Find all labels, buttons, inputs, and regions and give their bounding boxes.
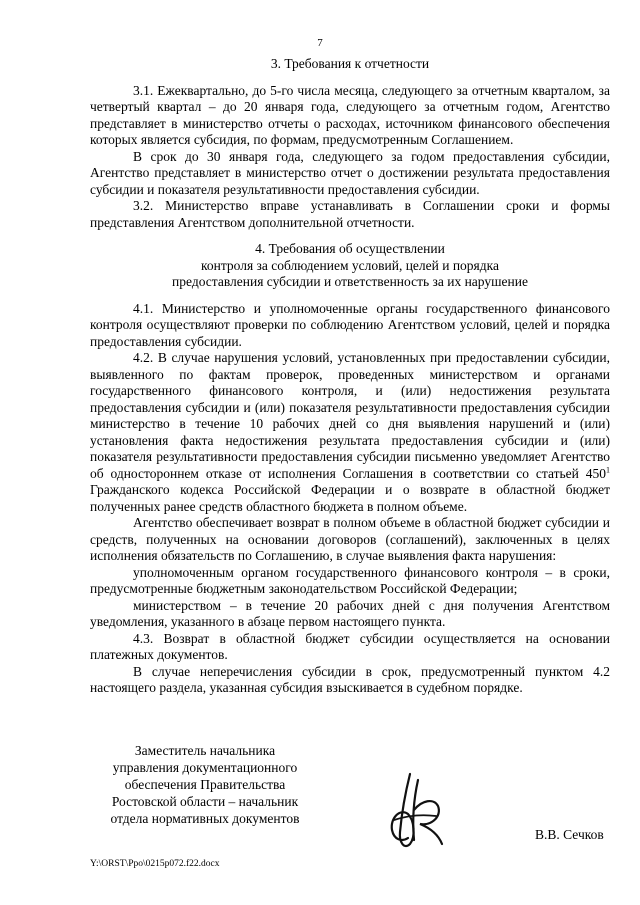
paragraph-3-1-report: В срок до 30 января года, следующего за годом предоставления субсидии, Агентство представляет в министерство отчет о достижении результата предоставления субсидии и показателя результативности предоставления субсидии. <box>90 148 610 197</box>
signatory-line-4: Ростовской области – начальник <box>111 794 299 809</box>
page-number: 7 <box>317 37 323 49</box>
signatory-name: В.В. Сечков <box>535 827 604 842</box>
paragraph-4-2 <box>90 350 610 515</box>
paragraph-3-1: 3.1. Ежеквартально, до 5-го числа месяца, следующего за отчетным кварталом, за четвертый квартал – до 20 января года, следующего за отчетным годом, Агентство представляет в министерство отчеты о расходах, источником финансового обеспечения которых является субсидия, по формам, предусмотренным Соглашением. <box>90 82 610 147</box>
paragraph-4-2-text: 4.2. В случае нарушения условий, установленных при предоставлении субсидии, выявленного по фактам проверок, проведенных министерством и органами государственного финансового контроля, и (или) недостижения результата предоставления субсидии и (или) показателя результативности предоставления субсидии министерство в течение 10 рабочих дней со дня выявления нарушений и (или) установления факта недостижения результата предоставления субсидии и (или) показателя результативности предоставления субсидии письменно уведомляет Агентство об одностороннем отказе от исполнения Соглашения в соответствии со статьей 450 <box>90 350 610 481</box>
file-path: Y:\ORST\Ppo\0215p072.f22.docx <box>90 859 220 869</box>
signatory-position <box>90 742 320 827</box>
section-3-title: 3. Требования к отчетности <box>270 56 430 71</box>
paragraph-4-2-return: Агентство обеспечивает возврат в полном объеме в областной бюджет субсидии и средств, полученных на основании договоров (соглашений), заключенных в целях исполнения обязательств по Соглашению, в случае выявления факта нарушения: <box>90 515 610 563</box>
signatory-line-1: Заместитель начальника <box>134 743 276 758</box>
section-4-title-line-2: контроля за соблюдением условий, целей и порядка <box>201 257 499 273</box>
paragraph-4-3: 4.3. Возврат в областной бюджет субсидии осуществляется на основании платежных документов. <box>90 630 610 662</box>
paragraph-4-2-control-body: уполномоченным органом государственного финансового контроля – в сроки, предусмотренные бюджетным законодательством Российской Федерации; <box>90 564 610 596</box>
signatory-line-5: отдела нормативных документов <box>110 811 300 826</box>
section-4-title-line-3: предоставления субсидии и ответственность за их нарушение <box>172 274 528 289</box>
section-4-title-line-1: 4. Требования об осуществлении <box>255 241 445 256</box>
paragraph-4-3-court: В случае неперечисления субсидии в срок, предусмотренный пунктом 4.2 настоящего раздела, указанная субсидия взыскивается в судебном порядке. <box>90 663 610 695</box>
paragraph-4-1: 4.1. Министерство и уполномоченные органы государственного финансового контроля осуществляют проверки по соблюдению Агентством условий, целей и порядка предоставления субсидии. <box>90 300 610 349</box>
document-body <box>90 56 610 697</box>
signatory-line-2: управления документационного <box>112 760 298 775</box>
signatory-line-3: обеспечения Правительства <box>124 777 286 792</box>
paragraph-3-2: 3.2. Министерство вправе устанавливать в Соглашении сроки и формы представления Агентством дополнительной отчетности. <box>90 198 610 230</box>
article-superscript: 1 <box>606 465 610 474</box>
paragraph-4-2-text-end: Гражданского кодекса Российской Федерации и о возврате в областной бюджет полученных ранее средств областного бюджета в полном объеме. <box>90 482 610 514</box>
paragraph-4-2-ministry: министерством – в течение 20 рабочих дней с дня получения Агентством уведомления, указанного в абзаце первом настоящего пункта. <box>90 597 610 629</box>
handwritten-signature <box>380 770 450 855</box>
section-4-title <box>90 241 610 291</box>
